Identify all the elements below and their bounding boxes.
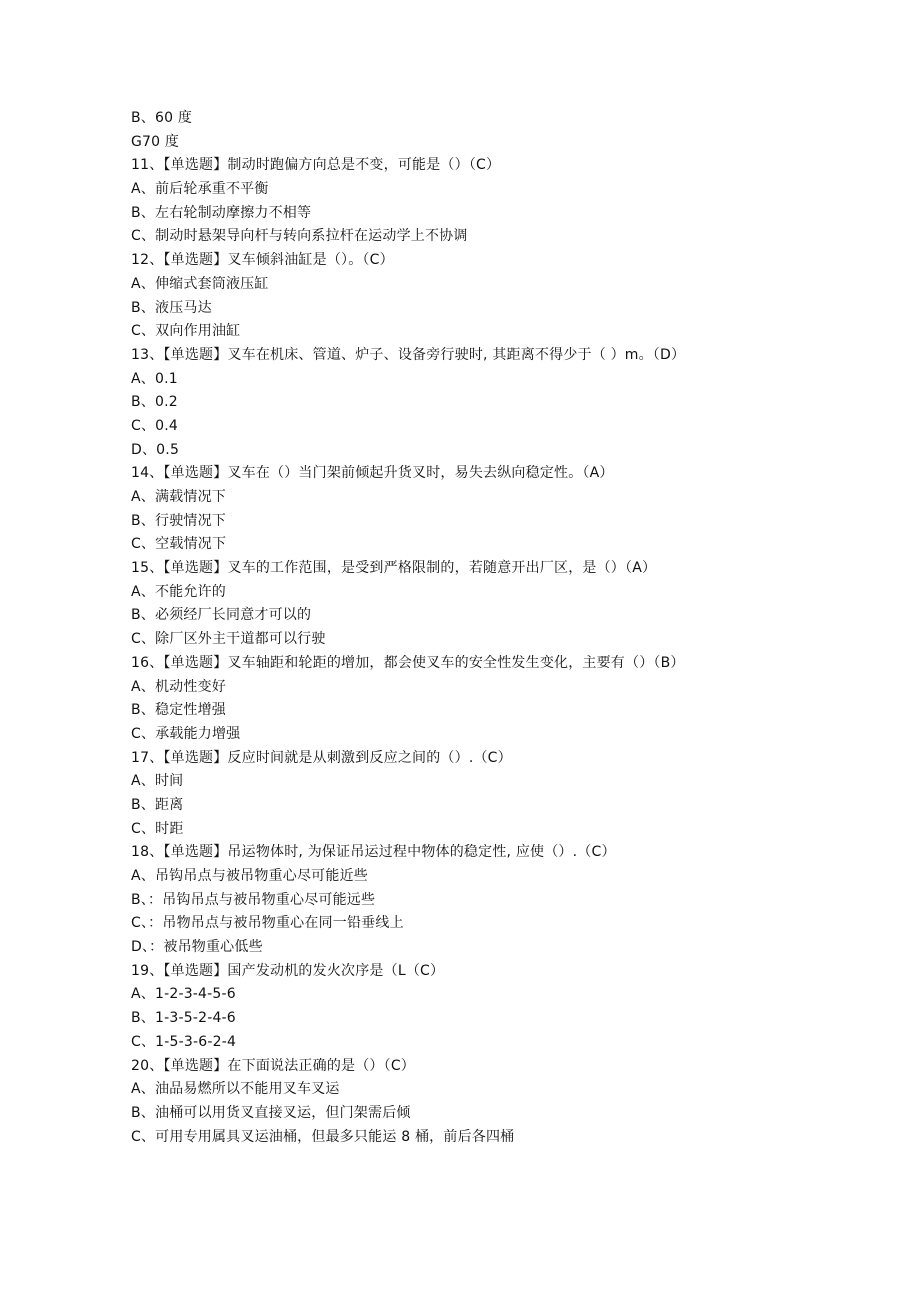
option-line: A、伸缩式套筒液压缸	[131, 275, 269, 292]
question-16: 16、【单选题】叉车轴距和轮距的增加，都会使叉车的安全性发生变化，主要有（）（B）	[131, 654, 685, 671]
option-line: C、时距	[131, 820, 184, 837]
question-14: 14、【单选题】叉车在（）当门架前倾起升货叉时，易失去纵向稳定性。（A）	[131, 465, 614, 482]
option-line: C、制动时悬架导向杆与转向系拉杆在运动学上不协调	[131, 228, 468, 245]
option-line: A、机动性变好	[131, 678, 226, 695]
question-17: 17、【单选题】反应时间就是从刺激到反应之间的（）.（C）	[131, 749, 512, 766]
option-line: C、承载能力增强	[131, 725, 241, 742]
option-line: C、双向作用油缸	[131, 323, 241, 340]
option-line: C、可用专用属具叉运油桶，但最多只能运 8 桶，前后各四桶	[131, 1128, 515, 1145]
option-line: B、：吊钩吊点与被吊物重心尽可能远些	[131, 891, 376, 908]
option-line: G70 度	[131, 133, 180, 150]
question-18: 18、【单选题】吊运物体时, 为保证吊运过程中物体的稳定性, 应使（）.（C）	[131, 844, 616, 861]
option-line: A、不能允许的	[131, 583, 226, 600]
option-line: C、空载情况下	[131, 536, 227, 553]
option-line: B、1-3-5-2-4-6	[131, 1010, 236, 1027]
option-line: C、除厂区外主干道都可以行驶	[131, 631, 326, 648]
option-line: C、1-5-3-6-2-4	[131, 1033, 237, 1050]
option-line: A、0.1	[131, 370, 178, 387]
question-13: 13、【单选题】叉车在机床、管道、炉子、设备旁行驶时, 其距离不得少于（ ）m。（D）	[131, 346, 686, 363]
option-line: C、0.4	[131, 417, 179, 434]
document-page	[131, 107, 831, 1149]
option-line: B、左右轮制动摩擦力不相等	[131, 204, 312, 221]
option-line: A、1-2-3-4-5-6	[131, 986, 236, 1003]
option-line: B、60 度	[131, 110, 193, 126]
option-line: C、：吊物吊点与被吊物重心在同一铅垂线上	[131, 915, 404, 932]
option-line: B、稳定性增强	[131, 702, 227, 719]
question-19: 19、【单选题】国产发动机的发火次序是（L（C）	[131, 962, 445, 979]
question-15: 15、【单选题】叉车的工作范围，是受到严格限制的，若随意开出厂区，是（）（A）	[131, 560, 657, 577]
option-line: A、吊钩吊点与被吊物重心尽可能近些	[131, 868, 368, 884]
option-line: A、满载情况下	[131, 489, 226, 505]
option-line: D、：被吊物重心低些	[131, 939, 263, 956]
option-line: B、油桶可以用货叉直接叉运，但门架需后倾	[131, 1104, 411, 1121]
option-line: B、液压马达	[131, 299, 212, 316]
option-line: A、前后轮承重不平衡	[131, 181, 269, 198]
option-line: B、距离	[131, 796, 184, 813]
option-line: D、0.5	[131, 441, 180, 458]
option-line: A、时间	[131, 773, 184, 790]
question-12: 12、【单选题】叉车倾斜油缸是（）。（C）	[131, 252, 394, 269]
option-line: B、行驶情况下	[131, 512, 227, 529]
option-line: B、必须经厂长同意才可以的	[131, 607, 312, 624]
option-line: A、油品易燃所以不能用叉车叉运	[131, 1081, 340, 1098]
option-line: B、0.2	[131, 394, 178, 411]
question-20: 20、【单选题】在下面说法正确的是（）（C）	[131, 1057, 415, 1074]
question-11: 11、【单选题】制动时跑偏方向总是不变，可能是（）（C）	[131, 157, 501, 174]
